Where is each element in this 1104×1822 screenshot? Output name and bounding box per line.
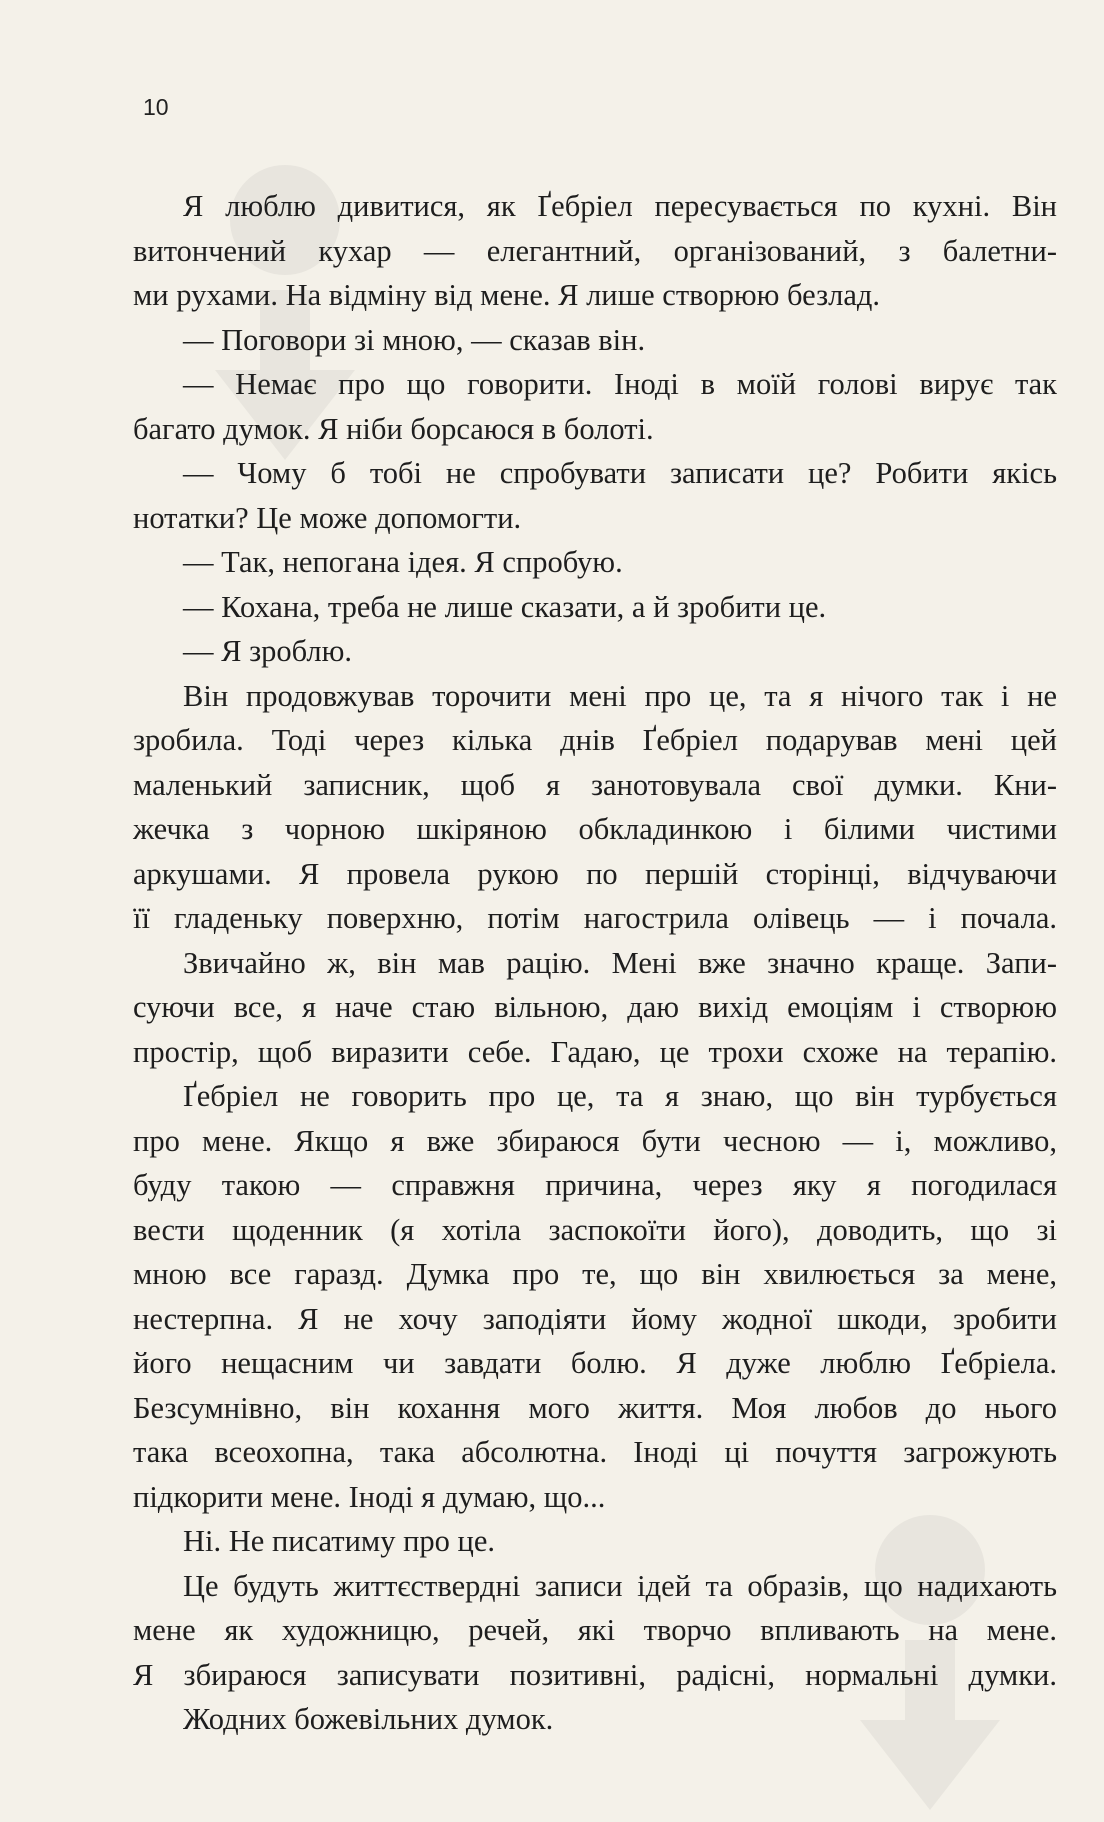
text-line: Ні. Не писатиму про це. [183, 1524, 495, 1558]
text-line: — Поговори зі мною, — сказав він. [183, 322, 646, 357]
text-line: його нещасним чи завдати болю. Я дуже люблю Ґебріела. [133, 1346, 1057, 1380]
text-line: Безсумнівно, він кохання мого життя. Моя любов до нього [133, 1390, 1057, 1425]
text-line: мене як художницю, речей, які творчо впливають на мене. [133, 1613, 1057, 1647]
text-line: — Немає про що говорити. Іноді в моїй голові вирує так [183, 367, 1057, 401]
text-line: вести щоденник (я хотіла заспокоїти його), доводить, що зі [133, 1212, 1057, 1247]
text-line: така всеохопна, така абсолютна. Іноді ці почуття загрожують [133, 1435, 1057, 1469]
text-line: простір, щоб виразити себе. Гадаю, це трохи схоже на терапію. [133, 1034, 1057, 1069]
text-line: — Чому б тобі не спробувати записати це? Робити якісь [183, 456, 1057, 490]
text-line: нестерпна. Я не хочу заподіяти йому жодної шкоди, зробити [133, 1301, 1057, 1336]
text-line: мною все гаразд. Думка про те, що він хвилюється за мене, [133, 1257, 1057, 1291]
text-line: Звичайно ж, він мав рацію. Мені вже значно краще. Запи- [183, 945, 1057, 980]
text-line: буду такою — справжня причина, через яку я погодилася [133, 1168, 1057, 1202]
text-line: — Я зроблю. [183, 634, 353, 668]
text-line: — Кохана, треба не лише сказати, а й зробити це. [183, 589, 827, 624]
body-text [133, 184, 1057, 1742]
text-line: про мене. Якщо я вже збираюся бути чесною — і, можливо, [133, 1123, 1057, 1158]
text-line: багато думок. Я ніби борсаюся в болоті. [133, 411, 654, 446]
text-line: Жодних божевільних думок. [183, 1702, 554, 1736]
text-line: суючи все, я наче стаю вільною, даю вихід емоціям і створюю [133, 990, 1057, 1024]
text-line: Він продовжував торочити мені про це, та я нічого так і не [183, 678, 1057, 713]
text-line: маленький записник, щоб я занотовувала свої думки. Кни- [133, 767, 1057, 802]
text-line: жечка з чорною шкіряною обкладинкою і білими чистими [133, 812, 1057, 846]
text-line: її гладеньку поверхню, потім нагострила олівець — і почала. [133, 901, 1057, 935]
text-line: зробила. Тоді через кілька днів Ґебріел подарував мені цей [133, 723, 1057, 757]
text-line: ми рухами. На відміну від мене. Я лише створюю безлад. [133, 278, 881, 312]
text-line: аркушами. Я провела рукою по першій сторінці, відчуваючи [133, 856, 1057, 891]
text-line: Я люблю дивитися, як Ґебріел пересувається по кухні. Він [183, 189, 1057, 223]
text-line: нотатки? Це може допомогти. [133, 500, 522, 535]
page-number: 10 [143, 94, 169, 120]
text-line: — Так, непогана ідея. Я спробую. [183, 545, 623, 579]
text-line: Це будуть життєствердні записи ідей та образів, що надихають [183, 1568, 1057, 1603]
text-line: підкорити мене. Іноді я думаю, що... [133, 1479, 606, 1514]
text-line: витончений кухар — елегантний, організований, з балетни- [133, 233, 1057, 268]
text-line: Ґебріел не говорить про це, та я знаю, що він турбується [183, 1079, 1057, 1113]
text-line: Я збираюся записувати позитивні, радісні, нормальні думки. [133, 1657, 1057, 1692]
